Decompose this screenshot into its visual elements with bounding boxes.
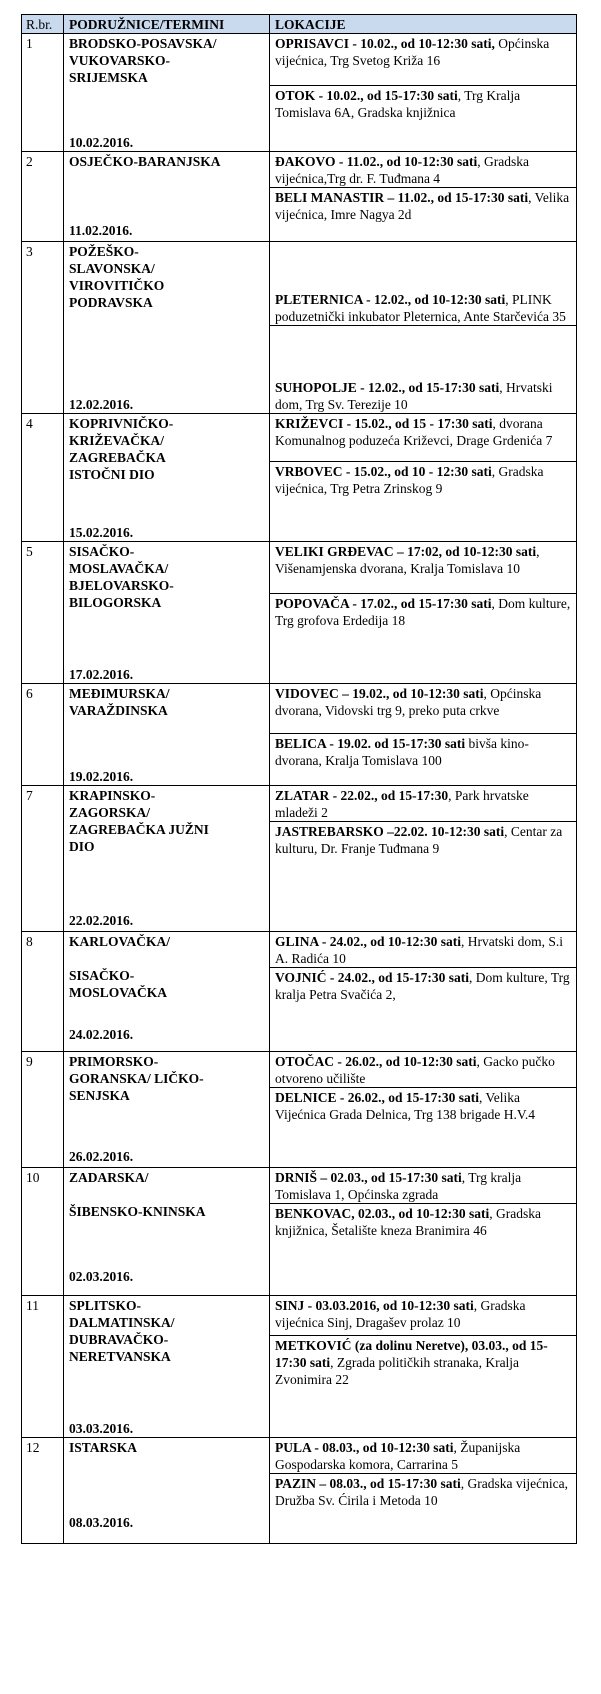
table-row (22, 34, 577, 86)
location-cell (270, 1088, 577, 1168)
region-cell (64, 414, 270, 542)
table-row (22, 542, 577, 594)
row-number: 6 (22, 684, 64, 786)
region-cell (64, 684, 270, 786)
region-cell (64, 34, 270, 152)
location-cell (270, 242, 577, 326)
region-name: ISTARSKA (69, 1440, 138, 1455)
location-cell (270, 1336, 577, 1438)
location-cell (270, 968, 577, 1052)
header-region: PODRUŽNICE/TERMINI (64, 15, 270, 34)
region-cell (64, 786, 270, 932)
row-number: 1 (22, 34, 64, 152)
region-date: 02.03.2016. (69, 1269, 134, 1284)
location-cell (270, 1296, 577, 1336)
location-time: BELI MANASTIR – 11.02., od 15-17:30 sati (275, 190, 529, 205)
location-time: ZLATAR - 22.02., od 15-17:30 (275, 788, 449, 803)
location-address: , Županijska Gospodarska komora, Carrarina 5 (275, 1440, 521, 1472)
table-row (22, 1296, 577, 1336)
location-address: , Centar za kulturu, Dr. Franje Tuđmana 9 (275, 824, 563, 856)
location-address: , Trg Kralja Tomislava 6A, Gradska knjižnica (275, 88, 521, 120)
region-date: 03.03.2016. (69, 1421, 134, 1436)
location-cell (270, 822, 577, 932)
region-cell (64, 242, 270, 414)
location-address: , Gradska vijećnica,Trg dr. F. Tuđmana 4 (275, 154, 529, 186)
region-cell (64, 542, 270, 684)
location-time: BENKOVAC, 02.03., od 10-12:30 sati (275, 1206, 490, 1221)
location-address: bivša kino-dvorana, Kralja Tomislava 100 (275, 736, 529, 768)
location-cell (270, 462, 577, 542)
location-cell (270, 1438, 577, 1474)
location-address: , Trg kralja Tomislava 1, Općinska zgrada (275, 1170, 522, 1202)
location-time: SUHOPOLJE - 12.02., od 15-17:30 sati (275, 380, 500, 395)
location-cell (270, 542, 577, 594)
row-number: 7 (22, 786, 64, 932)
location-address: , Dom kulture, Trg kralja Petra Svačića 2, (275, 970, 570, 1002)
location-address: , Gradska vijećnica, Družba Sv. Ćirila i Metoda 10 (275, 1476, 568, 1508)
location-cell (270, 594, 577, 684)
location-address: Općinska vijećnica, Trg Svetog Križa 16 (275, 36, 550, 68)
row-number: 10 (22, 1168, 64, 1296)
row-number: 5 (22, 542, 64, 684)
location-time: POPOVAČA - 17.02., od 15-17:30 sati (275, 596, 492, 611)
region-name: KRAPINSKO- ZAGORSKA/ ZAGREBAČKA JUŽNI DIO (69, 788, 209, 854)
location-time: JASTREBARSKO –22.02. 10-12:30 sati (275, 824, 505, 839)
location-address: , Hrvatski dom, S.i A. Radića 10 (275, 934, 564, 966)
region-date: 22.02.2016. (69, 913, 134, 928)
region-name: KARLOVAČKA/ SISAČKO- MOSLOVAČKA (69, 934, 171, 1000)
location-address: , Park hrvatske mladeži 2 (275, 788, 529, 820)
location-cell (270, 34, 577, 86)
region-date: 15.02.2016. (69, 525, 134, 540)
table-row (22, 786, 577, 822)
location-address: , Zgrada političkih stranaka, Kralja Zvonimira 22 (275, 1355, 520, 1387)
region-date: 24.02.2016. (69, 1027, 134, 1042)
location-time: METKOVIĆ (za dolinu Neretve), 03.03., od 15-17:30 sati (275, 1338, 548, 1370)
row-number: 3 (22, 242, 64, 414)
location-time: VIDOVEC – 19.02., od 10-12:30 sati (275, 686, 484, 701)
region-cell (64, 1438, 270, 1544)
location-time: OTOČAC - 26.02., od 10-12:30 sati (275, 1054, 477, 1069)
region-name: ZADARSKA/ ŠIBENSKO-KNINSKA (69, 1170, 206, 1219)
table-row (22, 1168, 577, 1204)
region-name: SPLITSKO- DALMATINSKA/ DUBRAVAČKO- NERETVANSKA (69, 1298, 175, 1364)
header-locations: LOKACIJE (270, 15, 577, 34)
location-time: SINJ - 03.03.2016, od 10-12:30 sati (275, 1298, 474, 1313)
schedule-body (22, 34, 577, 1544)
location-time: OTOK - 10.02., od 15-17:30 sati (275, 88, 458, 103)
location-cell (270, 1052, 577, 1088)
location-time: VELIKI GRĐEVAC – 17:02, od 10-12:30 sati (275, 544, 537, 559)
location-address: , Hrvatski dom, Trg Sv. Terezije 10 (275, 380, 553, 412)
region-cell (64, 1052, 270, 1168)
location-address: , dvorana Komunalnog poduzeća Križevci, Drage Grdenića 7 (275, 416, 553, 448)
region-cell (64, 932, 270, 1052)
location-time: VRBOVEC - 15.02., od 10 - 12:30 sati (275, 464, 492, 479)
region-date: 17.02.2016. (69, 667, 134, 682)
schedule-page (21, 14, 576, 1544)
table-row (22, 932, 577, 968)
location-cell (270, 1168, 577, 1204)
region-name: KOPRIVNIČKO- KRIŽEVAČKA/ ZAGREBAČKA ISTOČNI DIO (69, 416, 174, 482)
header-num: R.br. (22, 15, 64, 34)
row-number: 8 (22, 932, 64, 1052)
header-row (22, 15, 577, 34)
table-row (22, 1438, 577, 1474)
region-date: 11.02.2016. (69, 223, 133, 238)
row-number: 11 (22, 1296, 64, 1438)
region-date: 12.02.2016. (69, 397, 134, 412)
location-cell (270, 932, 577, 968)
table-row (22, 414, 577, 462)
region-name: POŽEŠKO- SLAVONSKA/ VIROVITIČKO PODRAVSKA (69, 244, 165, 310)
location-cell (270, 734, 577, 786)
location-time: GLINA - 24.02., od 10-12:30 sati (275, 934, 462, 949)
location-address: , Gacko pučko otvoreno učilište (275, 1054, 555, 1086)
location-address: , Gradska vijećnica, Trg Petra Zrinskog 9 (275, 464, 544, 496)
row-number: 12 (22, 1438, 64, 1544)
location-address: , Velika vijećnica, Imre Nagya 2d (275, 190, 570, 222)
location-time: PULA - 08.03., od 10-12:30 sati (275, 1440, 454, 1455)
table-row (22, 684, 577, 734)
location-cell (270, 1204, 577, 1296)
schedule-table (21, 14, 577, 1544)
location-time: OPRISAVCI - 10.02., od 10-12:30 sati, (275, 36, 495, 51)
location-time: KRIŽEVCI - 15.02., od 15 - 17:30 sati (275, 416, 493, 431)
location-time: ĐAKOVO - 11.02., od 10-12:30 sati (275, 154, 478, 169)
location-address: , PLINK poduzetnički inkubator Pleternica, Ante Starčevića 35 (275, 292, 566, 324)
location-cell (270, 684, 577, 734)
location-cell (270, 1474, 577, 1544)
location-cell (270, 188, 577, 242)
location-time: PLETERNICA - 12.02., od 10-12:30 sati (275, 292, 506, 307)
location-time: DRNIŠ – 02.03., od 15-17:30 sati (275, 1170, 462, 1185)
location-time: PAZIN – 08.03., od 15-17:30 sati (275, 1476, 461, 1491)
table-row (22, 1052, 577, 1088)
location-address: , Gradska knjižnica, Šetalište kneza Branimira 46 (275, 1206, 542, 1238)
location-cell (270, 86, 577, 152)
region-date: 10.02.2016. (69, 135, 134, 150)
location-cell (270, 414, 577, 462)
row-number: 9 (22, 1052, 64, 1168)
region-cell (64, 152, 270, 242)
location-address: , Gradska vijećnica Sinj, Dragašev prolaz 10 (275, 1298, 526, 1330)
region-name: PRIMORSKO- GORANSKA/ LIČKO- SENJSKA (69, 1054, 204, 1103)
location-time: VOJNIĆ - 24.02., od 15-17:30 sati (275, 970, 469, 985)
location-address: , Višenamjenska dvorana, Kralja Tomislava 10 (275, 544, 540, 576)
location-time: DELNICE - 26.02., od 15-17:30 sati (275, 1090, 480, 1105)
table-row (22, 242, 577, 326)
location-cell (270, 786, 577, 822)
region-name: BRODSKO-POSAVSKA/ VUKOVARSKO- SRIJEMSKA (69, 36, 217, 85)
location-address: , Velika Vijećnica Grada Delnica, Trg 138 brigade H.V.4 (275, 1090, 536, 1122)
region-date: 19.02.2016. (69, 769, 134, 784)
region-name: SISAČKO- MOSLAVAČKA/ BJELOVARSKO- BILOGORSKA (69, 544, 174, 610)
row-number: 4 (22, 414, 64, 542)
location-cell (270, 152, 577, 188)
region-name: MEĐIMURSKA/ VARAŽDINSKA (69, 686, 170, 718)
location-cell (270, 326, 577, 414)
location-time: BELICA - 19.02. od 15-17:30 sati (275, 736, 466, 751)
region-date: 26.02.2016. (69, 1149, 134, 1164)
region-cell (64, 1296, 270, 1438)
table-row (22, 152, 577, 188)
region-name: OSJEČKO-BARANJSKA (69, 154, 221, 169)
row-number: 2 (22, 152, 64, 242)
location-address: , Dom kulture, Trg grofova Erdedija 18 (275, 596, 571, 628)
location-address: , Općinska dvorana, Vidovski trg 9, preko puta crkve (275, 686, 542, 718)
region-date: 08.03.2016. (69, 1515, 134, 1530)
region-cell (64, 1168, 270, 1296)
